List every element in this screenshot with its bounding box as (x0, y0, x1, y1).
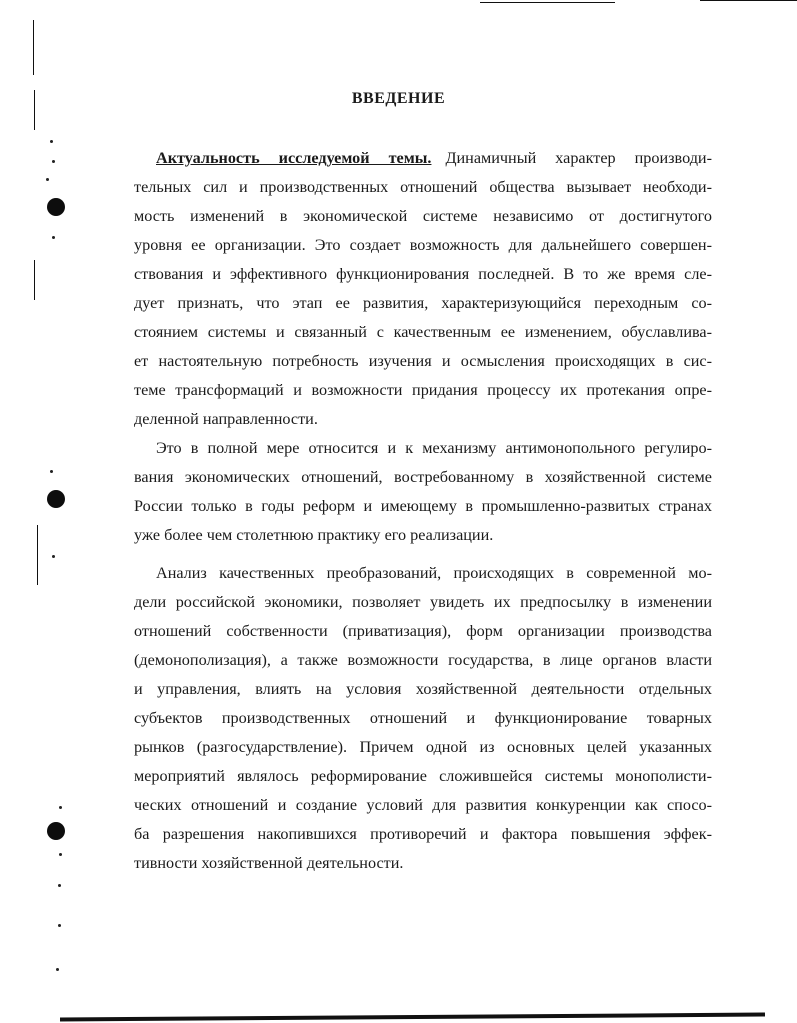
text-line: тельных сил и производственных отношений общества вызывает необходи- (134, 178, 712, 196)
left-margin-line (33, 20, 34, 75)
scan-speck (52, 160, 55, 163)
scan-speck (59, 853, 62, 856)
text-line: деленной направленности. (134, 410, 318, 428)
binder-hole (47, 198, 65, 216)
scan-speck (50, 140, 53, 143)
scan-speck (58, 924, 61, 927)
binder-hole (47, 490, 65, 508)
text-line: (демонополизация), а также возможности государства, в лице органов власти (134, 651, 712, 669)
text-line: субъектов производственных отношений и функционирование товарных (134, 709, 712, 727)
paragraph-relevance (134, 144, 712, 434)
top-edge-line (480, 2, 615, 3)
text-line: уровня ее организации. Это создает возможность для дальнейшего совершен- (134, 236, 712, 254)
page-title: ВВЕДЕНИЕ (351, 90, 446, 107)
top-right-edge-line (700, 0, 797, 1)
text-line: тивности хозяйственной деятельности. (134, 854, 404, 872)
paragraph-analysis (134, 559, 712, 878)
text-line: ба разрешения накопившихся противоречий и фактора повышения эффек- (134, 825, 712, 843)
binder-hole (47, 822, 65, 840)
text-line: Анализ качественных преобразований, происходящих в современной мо- (156, 564, 712, 582)
text-line: ствования и эффективного функционирования последней. В то же время сле- (134, 265, 712, 283)
text-line: стоянием системы и связанный с качественным ее изменением, обуславлива- (134, 323, 712, 341)
text-line: мость изменений в экономической системе независимо от достигнутого (134, 207, 712, 225)
scan-speck (52, 555, 55, 558)
scan-speck (58, 884, 61, 887)
text-line: рынков (разгосударствление). Причем одной из основных целей указанных (134, 738, 712, 756)
scan-speck (59, 806, 62, 809)
text-line: России только в годы реформ и имеющему в промышленно-развитых странах (134, 497, 712, 515)
text-line: отношений собственности (приватизация), форм организации производства (134, 622, 712, 640)
scan-speck (52, 236, 55, 239)
text-line: Это в полной мере относится и к механизму антимонопольного регулиро- (156, 439, 712, 457)
left-margin-line (37, 525, 38, 585)
text-line: уже более чем столетнюю практику его реализации. (134, 526, 494, 544)
section-heading: Актуальность исследуемой темы. (156, 149, 432, 167)
bottom-edge-line (60, 1013, 765, 1022)
scan-speck (56, 968, 59, 971)
text-line: Актуальность исследуемой темы. Динамичный характер производи- (156, 149, 712, 167)
text-line: и управления, влиять на условия хозяйственной деятельности отдельных (134, 680, 712, 698)
paragraph-antimonopoly (134, 434, 712, 550)
text-line: вания экономических отношений, востребованному в хозяйственной системе (134, 468, 712, 486)
scan-speck (46, 178, 49, 181)
text-line: ческих отношений и создание условий для развития конкуренции как спосо- (134, 796, 712, 814)
text-line: дует признать, что этап ее развития, характеризующийся переходным со- (134, 294, 712, 312)
text-line: мероприятий являлось реформирование сложившейся системы монополисти- (134, 767, 712, 785)
left-margin-line (34, 260, 35, 300)
text-line: теме трансформаций и возможности придания процессу их протекания опре- (134, 381, 712, 399)
scan-speck (50, 470, 53, 473)
text-line: ет настоятельную потребность изучения и осмысления происходящих в сис- (134, 352, 712, 370)
text-line: дели российской экономики, позволяет увидеть их предпосылку в изменении (134, 593, 712, 611)
